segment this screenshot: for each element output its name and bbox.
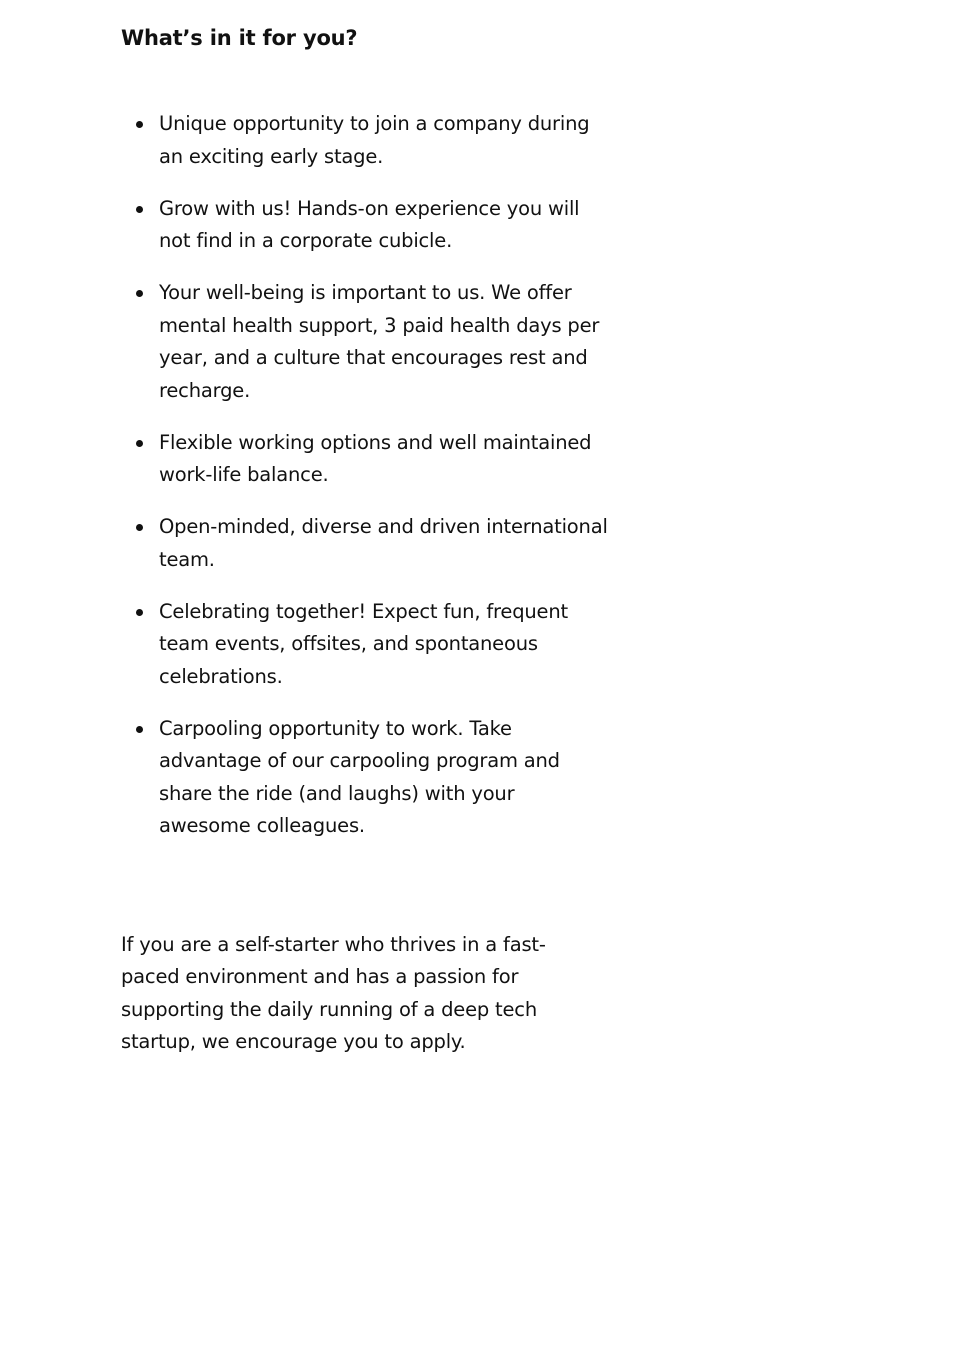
- benefit-item: [121, 596, 609, 694]
- benefit-item: [121, 427, 609, 492]
- benefit-text: Your well-being is important to us. We offer mental health support, 3 paid health days per year, and a culture that encourages rest and recharge.: [159, 281, 600, 402]
- closing-paragraph: If you are a self-starter who thrives in a fast-paced environment and has a passion for supporting the daily running of a deep tech startup, we encourage you to apply.: [121, 932, 546, 1053]
- bullet-icon: [136, 121, 143, 128]
- benefit-text: Carpooling opportunity to work. Take advantage of our carpooling program and share the ride (and laughs) with your awesome colleagues.: [159, 716, 560, 837]
- section-heading: What’s in it for you?: [121, 26, 358, 50]
- benefit-item: [121, 713, 609, 843]
- bullet-icon: [136, 609, 143, 616]
- benefits-list: [121, 108, 611, 843]
- bullet-icon: [136, 290, 143, 297]
- benefit-text: Flexible working options and well maintained work-life balance.: [159, 430, 592, 486]
- bullet-icon: [136, 440, 143, 447]
- benefit-text: Unique opportunity to join a company during an exciting early stage.: [159, 112, 590, 168]
- benefit-item: [121, 193, 609, 258]
- benefit-item: [121, 108, 609, 173]
- bullet-icon: [136, 206, 143, 213]
- benefit-item: [121, 277, 609, 407]
- benefit-text: Open-minded, diverse and driven international team.: [159, 515, 608, 571]
- benefit-text: Celebrating together! Expect fun, frequent team events, offsites, and spontaneous celebrations.: [159, 599, 568, 688]
- bullet-icon: [136, 726, 143, 733]
- benefits-section: [121, 22, 611, 1059]
- bullet-icon: [136, 524, 143, 531]
- benefit-item: [121, 511, 609, 576]
- benefit-text: Grow with us! Hands-on experience you will not find in a corporate cubicle.: [159, 196, 580, 252]
